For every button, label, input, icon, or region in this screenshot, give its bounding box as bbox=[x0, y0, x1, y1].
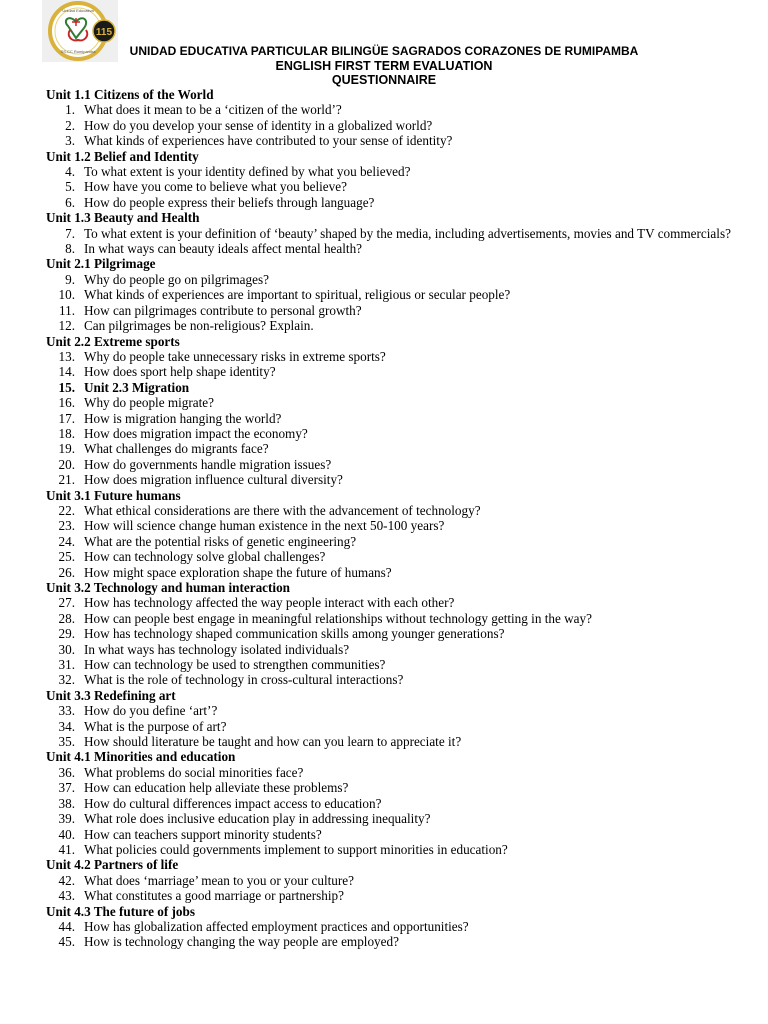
question-number: 6. bbox=[65, 194, 75, 210]
question-item bbox=[46, 595, 736, 610]
question-text: How do governments handle migration issues? bbox=[84, 456, 332, 472]
question-text: How can education help alleviate these problems? bbox=[84, 780, 349, 796]
question-number: 24. bbox=[58, 533, 75, 549]
question-number: 11. bbox=[59, 302, 75, 318]
question-number: 30. bbox=[58, 641, 75, 657]
question-number: 16. bbox=[58, 395, 75, 411]
question-text: How might space exploration shape the future of humans? bbox=[84, 564, 392, 580]
question-item bbox=[46, 796, 736, 811]
question-text: What challenges do migrants face? bbox=[84, 441, 269, 457]
question-item bbox=[46, 411, 736, 426]
question-text: How has technology shaped communication skills among younger generations? bbox=[84, 626, 505, 642]
question-number: 1. bbox=[65, 102, 75, 118]
question-text: How is technology changing the way people are employed? bbox=[84, 934, 399, 950]
question-number: 35. bbox=[58, 734, 75, 750]
question-item bbox=[46, 919, 736, 934]
question-number: 13. bbox=[58, 348, 75, 364]
question-item bbox=[46, 472, 736, 487]
question-number: 43. bbox=[58, 888, 75, 904]
question-text: What is the purpose of art? bbox=[84, 718, 227, 734]
question-number: 2. bbox=[65, 117, 75, 133]
question-text: What kinds of experiences are important to spiritual, religious or secular people? bbox=[84, 287, 511, 303]
question-text: What ethical considerations are there with the advancement of technology? bbox=[84, 502, 481, 518]
unit-heading: Unit 2.1 Pilgrimage bbox=[46, 256, 156, 272]
unit-heading: Unit 1.1 Citizens of the World bbox=[46, 87, 214, 102]
question-number: 34. bbox=[58, 718, 75, 734]
questionnaire-title: QUESTIONNAIRE bbox=[331, 73, 437, 87]
question-text: To what extent is your identity defined by what you believed? bbox=[84, 164, 411, 180]
question-number: 18. bbox=[58, 425, 75, 441]
question-item bbox=[46, 287, 736, 302]
question-item bbox=[46, 102, 736, 117]
question-item bbox=[46, 734, 736, 749]
question-item bbox=[46, 565, 736, 580]
question-item bbox=[46, 349, 736, 364]
question-number: 36. bbox=[58, 764, 75, 780]
question-item bbox=[46, 241, 736, 256]
question-text: How do people express their beliefs through language? bbox=[84, 194, 375, 210]
question-text: Unit 2.3 Migration bbox=[84, 379, 190, 395]
question-number: 10. bbox=[58, 287, 75, 303]
unit-heading: Unit 1.3 Beauty and Health bbox=[46, 210, 200, 226]
question-text: What role does inclusive education play in addressing inequality? bbox=[84, 811, 431, 827]
question-text: How is migration hanging the world? bbox=[84, 410, 282, 426]
question-text: In what ways has technology isolated individuals? bbox=[84, 641, 350, 657]
question-number: 14. bbox=[58, 364, 75, 380]
unit-heading: Unit 4.1 Minorities and education bbox=[46, 749, 236, 765]
question-number: 45. bbox=[58, 934, 75, 950]
question-item bbox=[46, 534, 736, 549]
question-text: How can pilgrimages contribute to personal growth? bbox=[84, 302, 362, 318]
question-number: 5. bbox=[65, 179, 75, 195]
question-text: How does migration influence cultural diversity? bbox=[84, 472, 343, 488]
question-text: How will science change human existence in the next 50-100 years? bbox=[84, 518, 445, 534]
unit-heading: Unit 4.2 Partners of life bbox=[46, 857, 179, 873]
question-text: How does sport help shape identity? bbox=[84, 364, 276, 380]
question-item bbox=[46, 642, 736, 657]
question-item bbox=[46, 303, 736, 318]
question-text: What kinds of experiences have contributed to your sense of identity? bbox=[84, 133, 453, 149]
question-number: 44. bbox=[58, 918, 75, 934]
question-text: In what ways can beauty ideals affect mental health? bbox=[84, 241, 363, 257]
question-number: 23. bbox=[58, 518, 75, 534]
question-item bbox=[46, 195, 736, 210]
question-number: 32. bbox=[58, 672, 75, 688]
question-number: 37. bbox=[58, 780, 75, 796]
question-number: 7. bbox=[65, 225, 75, 241]
question-number: 20. bbox=[58, 456, 75, 472]
question-item bbox=[46, 441, 736, 456]
question-text: How can people best engage in meaningful relationships without technology getting in the way? bbox=[84, 610, 592, 626]
question-item bbox=[46, 780, 736, 795]
unit-heading: Unit 4.3 The future of jobs bbox=[46, 903, 195, 919]
question-number: 9. bbox=[65, 271, 75, 287]
question-text: How do you define ‘art’? bbox=[84, 703, 218, 719]
question-item bbox=[46, 179, 736, 194]
question-text: To what extent is your definition of ‘beauty’ shaped by the media, including advertisements, movies and TV commercials? bbox=[84, 225, 731, 241]
question-text: How can technology solve global challenges? bbox=[84, 549, 326, 565]
question-text: How do cultural differences impact access to education? bbox=[84, 795, 382, 811]
question-number: 33. bbox=[58, 703, 75, 719]
question-number: 19. bbox=[58, 441, 75, 457]
question-text: What constitutes a good marriage or partnership? bbox=[84, 888, 344, 904]
question-text: How can technology be used to strengthen communities? bbox=[84, 657, 386, 673]
question-item bbox=[46, 549, 736, 564]
question-text: How can teachers support minority students? bbox=[84, 826, 322, 842]
question-number: 22. bbox=[58, 502, 75, 518]
logo-bottom-text: SS.CC Rumipamba bbox=[60, 49, 96, 54]
question-text: Can pilgrimages be non-religious? Explain. bbox=[84, 318, 314, 334]
question-number: 27. bbox=[58, 595, 75, 611]
question-text: What does it mean to be a ‘citizen of the world’? bbox=[84, 102, 342, 118]
question-number: 40. bbox=[58, 826, 75, 842]
question-item bbox=[46, 765, 736, 780]
question-number: 3. bbox=[65, 133, 75, 149]
question-text: Why do people take unnecessary risks in extreme sports? bbox=[84, 348, 386, 364]
question-item bbox=[46, 364, 736, 379]
question-number: 12. bbox=[58, 318, 75, 334]
question-text: How have you come to believe what you believe? bbox=[84, 179, 347, 195]
question-item bbox=[46, 133, 736, 148]
questionnaire-body bbox=[46, 87, 736, 950]
question-text: How should literature be taught and how can you learn to appreciate it? bbox=[84, 734, 462, 750]
question-item bbox=[46, 318, 736, 333]
question-number: 38. bbox=[58, 795, 75, 811]
question-number: 21. bbox=[58, 472, 75, 488]
question-number: 42. bbox=[58, 872, 75, 888]
logo-ring-text: Unidad Educativa bbox=[62, 8, 94, 13]
unit-heading: Unit 3.1 Future humans bbox=[46, 487, 181, 503]
question-item bbox=[46, 272, 736, 287]
question-text: How has technology affected the way people interact with each other? bbox=[84, 595, 455, 611]
question-number: 4. bbox=[65, 164, 75, 180]
question-item bbox=[46, 626, 736, 641]
question-text: Why do people migrate? bbox=[84, 395, 214, 411]
question-item bbox=[46, 703, 736, 718]
question-text: How does migration impact the economy? bbox=[84, 425, 308, 441]
question-item bbox=[46, 842, 736, 857]
school-name-text: UNIDAD EDUCATIVA PARTICULAR BILINGÜE SAGRADOS CORAZONES DE RUMIPAMBA bbox=[129, 44, 639, 58]
question-number: 29. bbox=[58, 626, 75, 642]
question-text: What is the role of technology in cross-cultural interactions? bbox=[84, 672, 404, 688]
question-item bbox=[46, 380, 736, 395]
question-item bbox=[46, 888, 736, 903]
question-item bbox=[46, 426, 736, 441]
unit-heading: Unit 3.3 Redefining art bbox=[46, 687, 176, 703]
question-text: What problems do social minorities face? bbox=[84, 764, 304, 780]
question-number: 25. bbox=[58, 549, 75, 565]
question-item bbox=[46, 672, 736, 687]
school-name bbox=[0, 44, 768, 58]
question-number: 28. bbox=[58, 610, 75, 626]
question-text: Why do people go on pilgrimages? bbox=[84, 271, 269, 287]
question-number: 8. bbox=[65, 241, 75, 257]
question-text: What policies could governments implement to support minorities in education? bbox=[84, 841, 508, 857]
question-text: How do you develop your sense of identity in a globalized world? bbox=[84, 117, 433, 133]
question-number: 26. bbox=[58, 564, 75, 580]
unit-heading: Unit 1.2 Belief and Identity bbox=[46, 148, 199, 164]
question-item bbox=[46, 873, 736, 888]
unit-heading: Unit 3.2 Technology and human interaction bbox=[46, 580, 291, 595]
question-number: 41. bbox=[58, 841, 75, 857]
question-item bbox=[46, 164, 736, 179]
question-text: What are the potential risks of genetic engineering? bbox=[84, 533, 357, 549]
question-number: 39. bbox=[58, 811, 75, 827]
question-item bbox=[46, 827, 736, 842]
question-number: 31. bbox=[58, 657, 75, 673]
question-item bbox=[46, 657, 736, 672]
question-item bbox=[46, 719, 736, 734]
question-item bbox=[46, 811, 736, 826]
question-item bbox=[46, 611, 736, 626]
question-item bbox=[46, 503, 736, 518]
question-text: How has globalization affected employment practices and opportunities? bbox=[84, 918, 469, 934]
unit-heading: Unit 2.2 Extreme sports bbox=[46, 333, 180, 349]
question-number: 17. bbox=[58, 410, 75, 426]
logo-badge-number: 115 bbox=[95, 27, 113, 38]
question-item bbox=[46, 226, 736, 241]
question-item bbox=[46, 395, 736, 410]
question-number: 15. bbox=[58, 379, 75, 395]
question-text: What does ‘marriage’ mean to you or your culture? bbox=[84, 872, 354, 888]
question-item bbox=[46, 934, 736, 949]
question-item bbox=[46, 518, 736, 533]
question-item bbox=[46, 457, 736, 472]
question-item bbox=[46, 118, 736, 133]
evaluation-title: ENGLISH FIRST TERM EVALUATION bbox=[275, 59, 493, 73]
